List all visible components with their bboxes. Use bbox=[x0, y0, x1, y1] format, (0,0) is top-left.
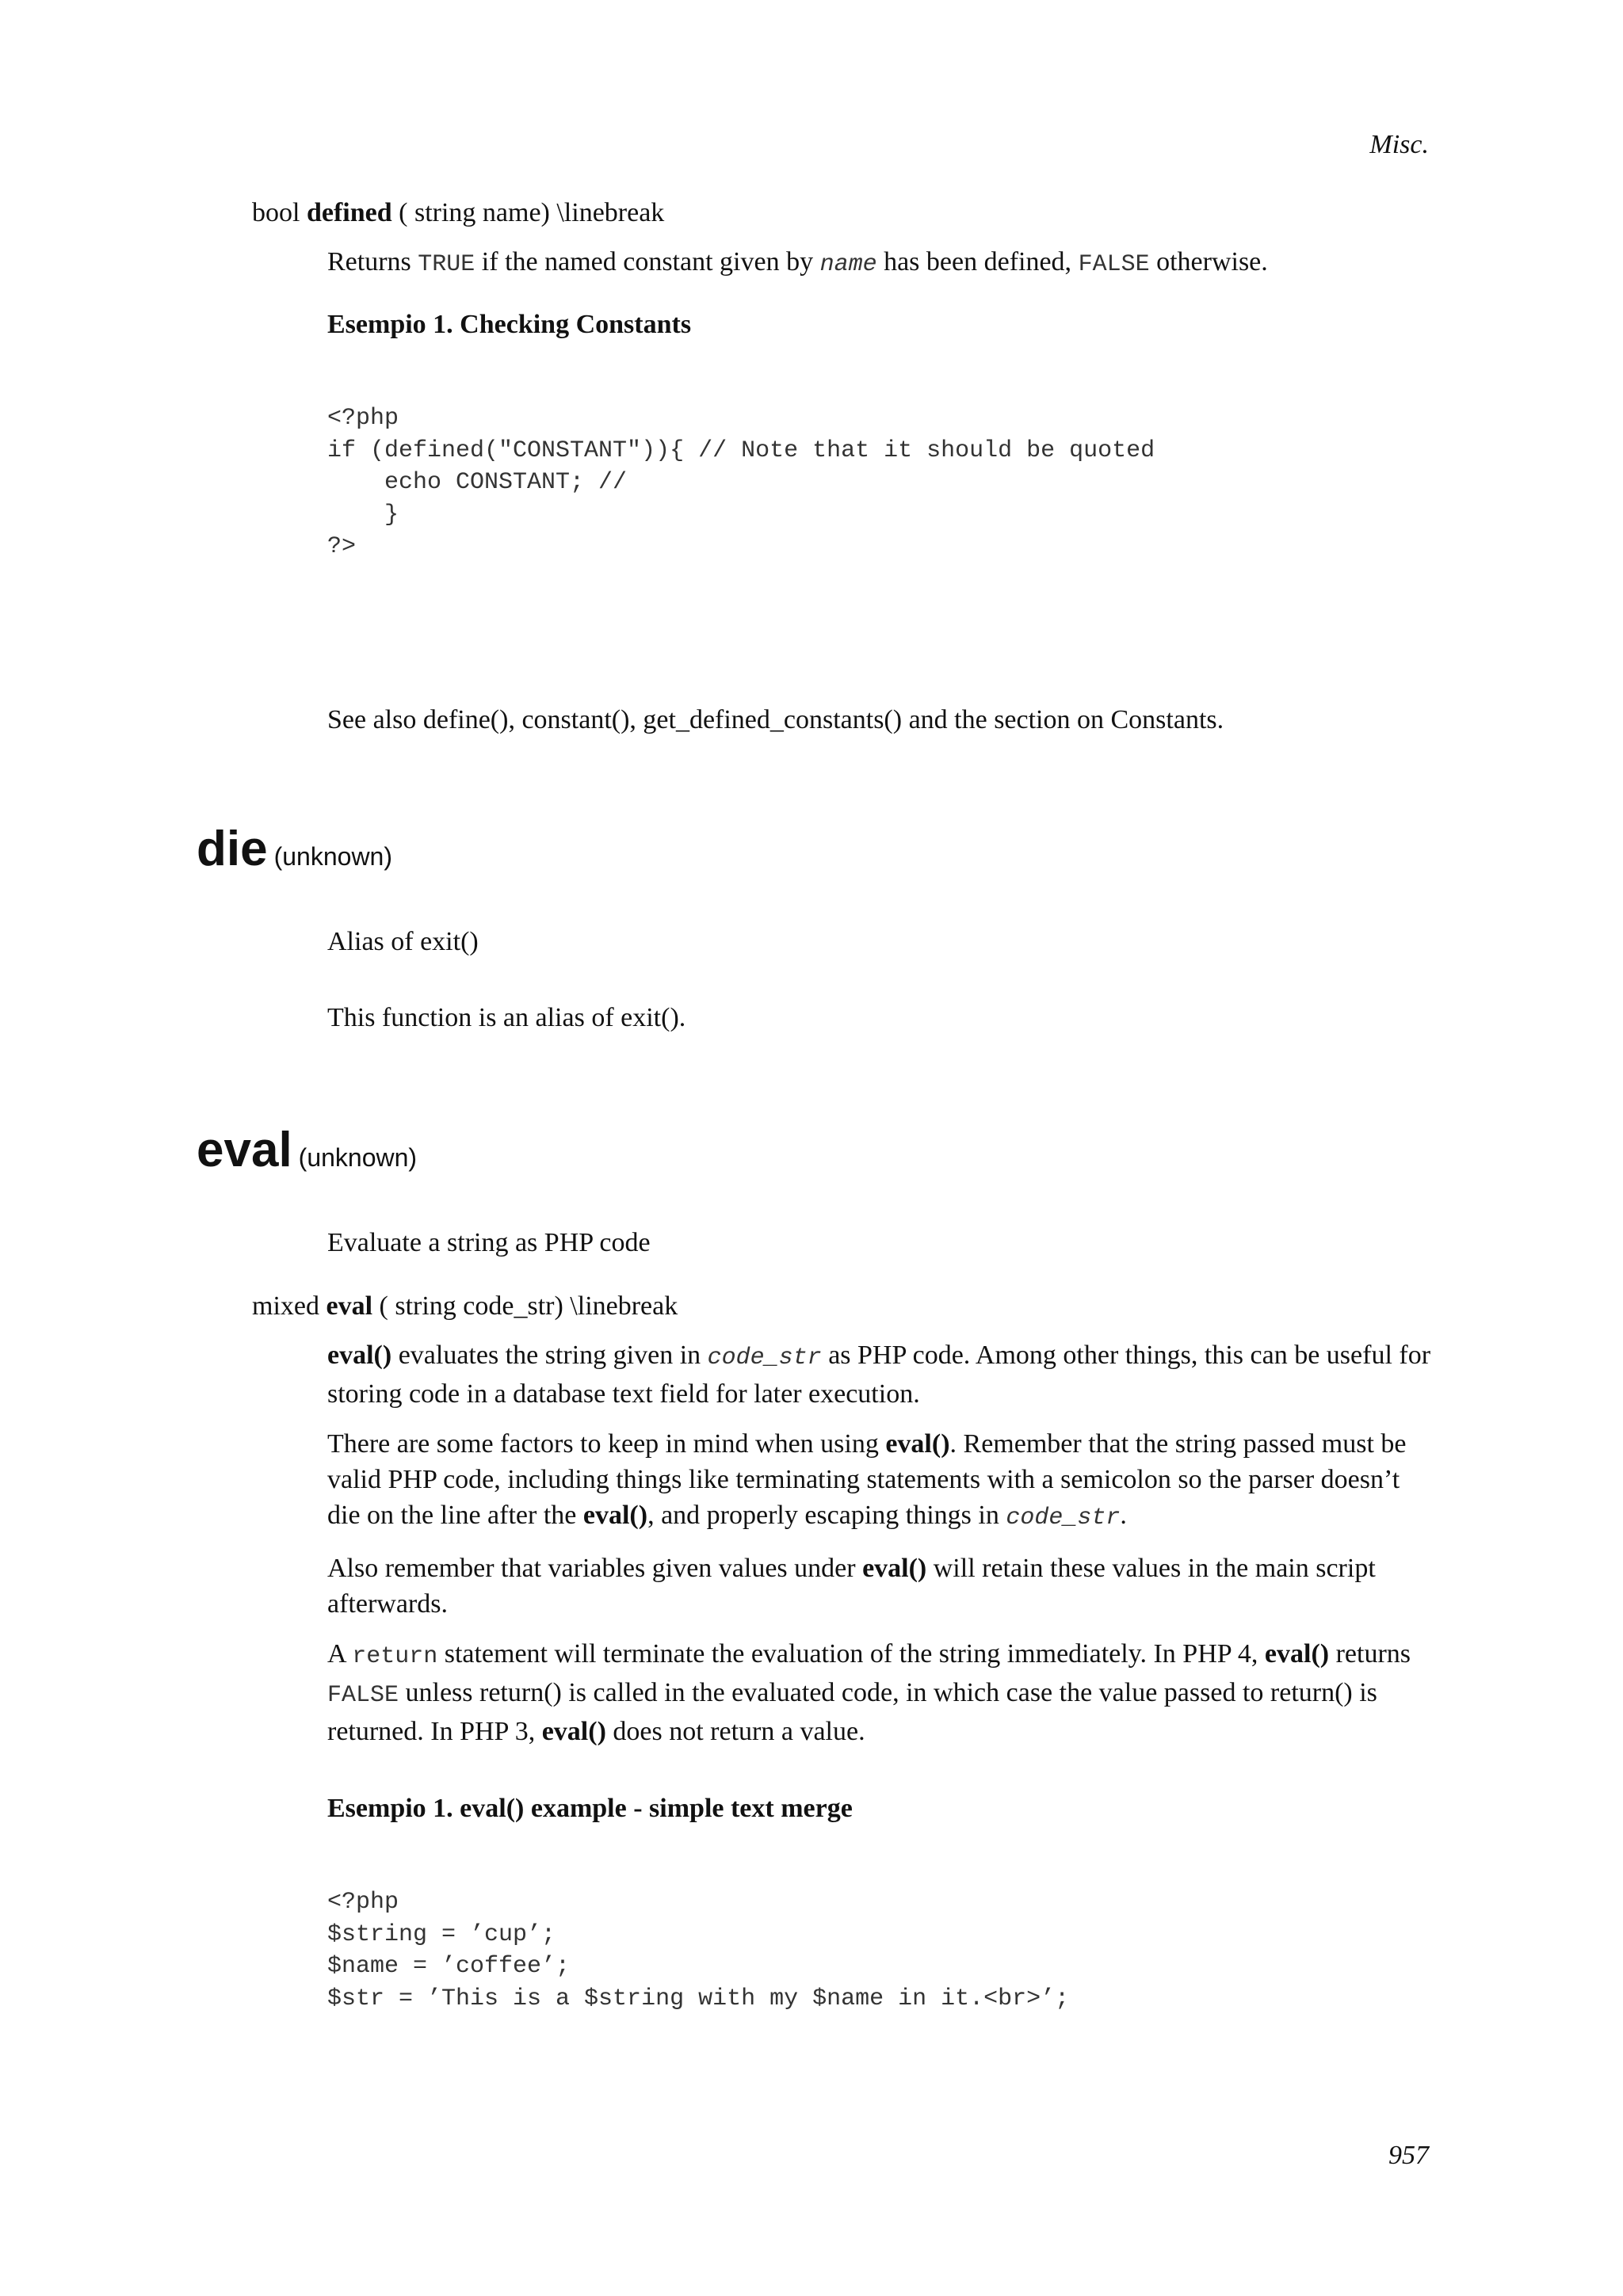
text: A bbox=[327, 1639, 353, 1669]
die-heading bbox=[197, 821, 392, 877]
text: if the named constant given by bbox=[475, 247, 820, 277]
function-title: die bbox=[197, 822, 268, 876]
text: Also remember that variables given values under bbox=[327, 1554, 863, 1583]
defined-description bbox=[327, 244, 1437, 283]
see-also: See also define(), constant(), get_defined_constants() and the section on Constants. bbox=[327, 705, 1224, 734]
eval-synopsis bbox=[252, 1288, 678, 1324]
text: has been defined, bbox=[876, 247, 1079, 277]
false-constant: FALSE bbox=[327, 1682, 399, 1709]
function-ref: eval() bbox=[885, 1429, 950, 1459]
defined-synopsis bbox=[252, 195, 664, 231]
function-params: ( string code_str) \linebreak bbox=[379, 1291, 678, 1321]
text: . Remember that the string passed must be valid PHP code, including things like terminating statements with a semicolon so the parser doesn’t die on the line after the bbox=[327, 1429, 1407, 1530]
paragraph bbox=[327, 1636, 1437, 1749]
function-name: eval bbox=[326, 1291, 373, 1321]
text: returns bbox=[1329, 1639, 1411, 1669]
code-example: <?php if (defined("CONSTANT")){ // Note that it should be quoted echo CONSTANT; // } ?> bbox=[327, 405, 1155, 560]
function-ref: eval() bbox=[582, 1501, 648, 1530]
text: statement will terminate the evaluation of the string immediately. In PHP 4, bbox=[437, 1639, 1265, 1669]
paragraph bbox=[327, 1337, 1437, 1412]
text: . bbox=[1120, 1501, 1127, 1530]
text: unless return() is called in the evaluated code, in which case the value passed to return() is returned. In PHP 3, bbox=[327, 1678, 1377, 1746]
function-version: (unknown) bbox=[298, 1143, 418, 1172]
function-name: defined bbox=[306, 198, 392, 227]
text: , and properly escaping things in bbox=[647, 1501, 1006, 1530]
text: will retain these values in the main script afterwards. bbox=[327, 1554, 1376, 1619]
return-type: mixed bbox=[252, 1291, 319, 1321]
eval-description bbox=[327, 1337, 1437, 1764]
text: There are some factors to keep in mind when using bbox=[327, 1429, 886, 1459]
example-title: Esempio 1. eval() example - simple text merge bbox=[327, 1794, 853, 1823]
eval-heading bbox=[197, 1122, 417, 1178]
running-header: Misc. bbox=[1369, 130, 1429, 159]
text: does not return a value. bbox=[605, 1717, 865, 1746]
paragraph bbox=[327, 1426, 1437, 1536]
function-params: ( string name) \linebreak bbox=[399, 198, 665, 227]
code-example: <?php $string = ’cup’; $name = ’coffee’; $str = ’This is a $string with my $name in it.<br>’; bbox=[327, 1889, 1070, 2012]
false-constant: FALSE bbox=[1078, 251, 1150, 278]
return-type: bool bbox=[252, 198, 300, 227]
die-purpose: Alias of exit() bbox=[327, 927, 479, 956]
paragraph bbox=[327, 1550, 1437, 1622]
function-title: eval bbox=[197, 1123, 292, 1177]
parameter-name: name bbox=[819, 251, 877, 278]
page-number: 957 bbox=[1388, 2141, 1429, 2170]
text: evaluates the string given in bbox=[391, 1341, 708, 1370]
parameter-name: code_str bbox=[707, 1344, 822, 1371]
text: as PHP code. Among other things, this can be useful for storing code in a database text field for later execution. bbox=[327, 1341, 1431, 1409]
true-constant: TRUE bbox=[418, 251, 475, 278]
code-ref: return bbox=[352, 1643, 438, 1670]
function-ref: eval() bbox=[1264, 1639, 1330, 1669]
function-ref: eval() bbox=[541, 1717, 606, 1746]
function-version: (unknown) bbox=[273, 842, 392, 871]
function-ref: eval() bbox=[862, 1554, 927, 1583]
die-description: This function is an alias of exit(). bbox=[327, 1003, 686, 1032]
function-ref: eval() bbox=[327, 1341, 392, 1370]
eval-purpose: Evaluate a string as PHP code bbox=[327, 1228, 651, 1257]
text: otherwise. bbox=[1149, 247, 1268, 277]
text: Returns bbox=[327, 247, 418, 277]
example-title: Esempio 1. Checking Constants bbox=[327, 310, 692, 339]
parameter-name: code_str bbox=[1006, 1505, 1121, 1531]
